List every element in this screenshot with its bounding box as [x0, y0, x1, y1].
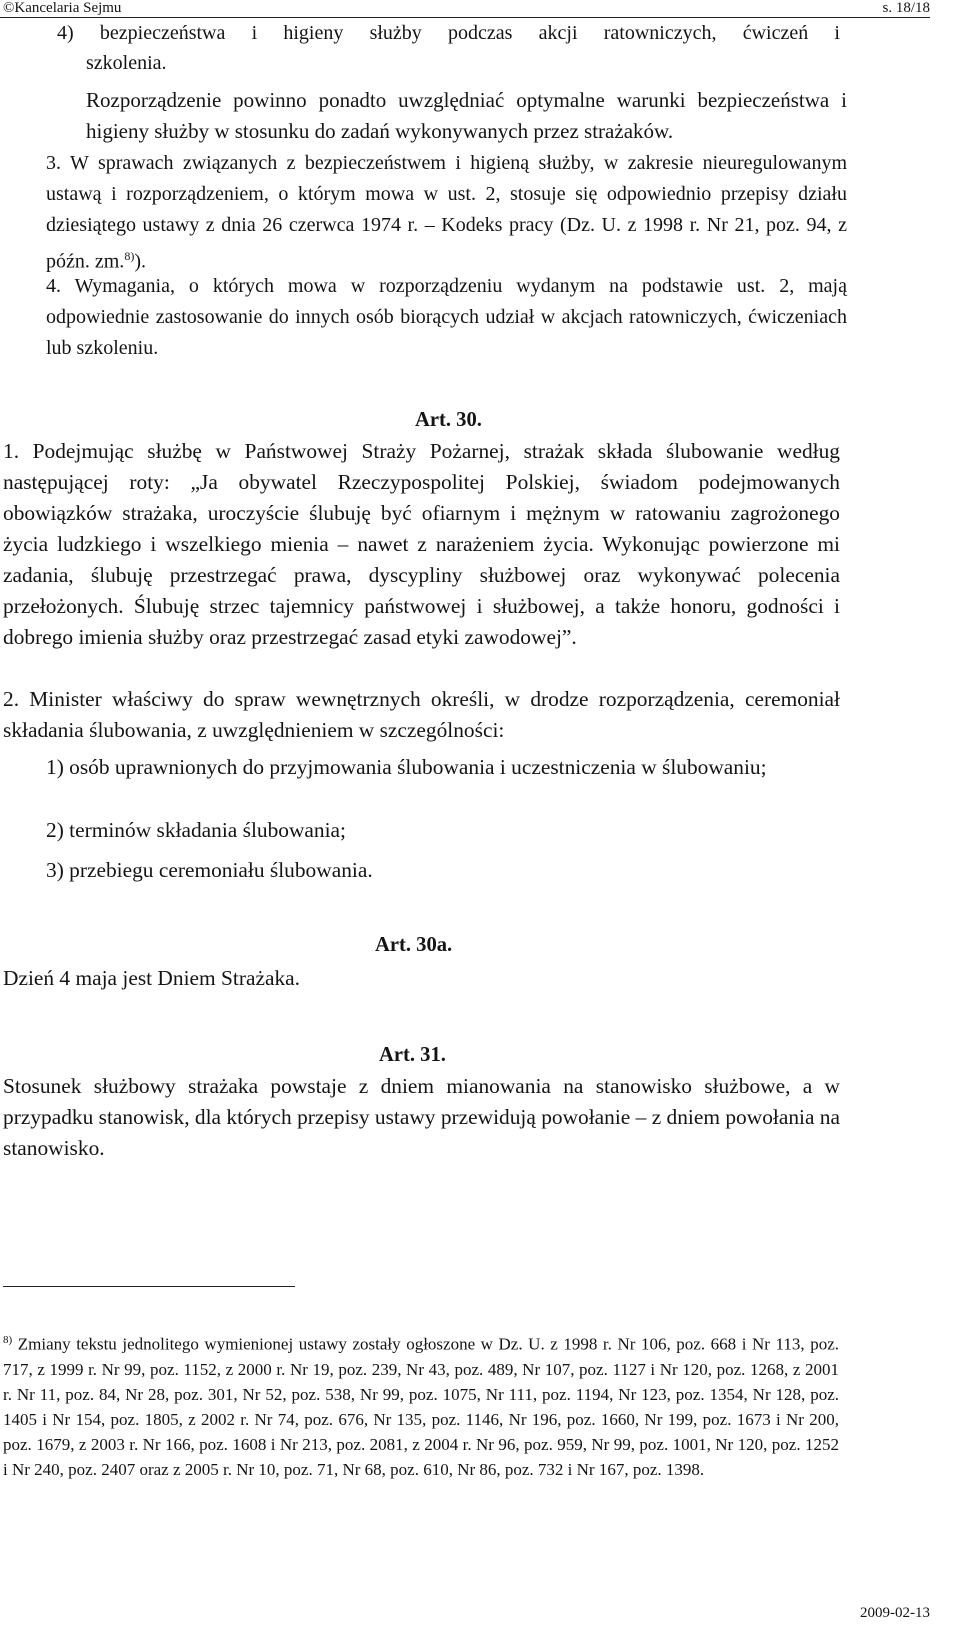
item4-line1: 4) bezpieczeństwa i higieny służby podczas akcji ratowniczych, ćwiczeń i: [57, 22, 840, 44]
paragraph-3-end: ).: [134, 250, 146, 273]
paragraph-4: 4. Wymagania, o których mowa w rozporządzeniu wydanym na podstawie ust. 2, mają odpowiednie zastosowanie do innych osób biorących udział w akcjach ratowniczych, ćwiczeniach lub szkoleniu.: [46, 275, 847, 359]
header-source: ©Kancelaria Sejmu: [3, 0, 122, 16]
art31-text: Stosunek służbowy strażaka powstaje z dniem mianowania na stanowisko służbowe, a w przypadku stanowisk, dla których przepisy ustawy przewidują powołanie – z dniem powołania na stanowisko.: [3, 1074, 840, 1160]
art30-list-item-1: [46, 752, 840, 783]
art31-heading: Art. 31.: [379, 1044, 446, 1066]
art30-paragraph-2: 2. Minister właściwy do spraw wewnętrznych określi, w drodze rozporządzenia, ceremoniał składania ślubowania, z uwzględnieniem w szczególności:: [3, 687, 840, 742]
page-number: s. 18/18: [882, 0, 930, 16]
paragraph-rozporzadzenie: Rozporządzenie powinno ponadto uwzględniać optymalne warunki bezpieczeństwa i higieny służby w stosunku do zadań wykonywanych przez strażaków.: [86, 88, 847, 143]
list-item: 1) osób uprawnionych do przyjmowania ślubowania i uczestniczenia w ślubowaniu;: [46, 755, 767, 779]
art30-paragraph-1: 1. Podejmując służbę w Państwowej Straży Pożarnej, strażak składa ślubowanie według następującej roty: „Ja obywatel Rzeczypospolitej Polskiej, świadom podejmowanych obowiązków strażaka, uroczyście ślubuję być ofiarnym i mężnym w ratowaniu zagrożonego życia ludzkiego i wszelkiego mienia – nawet z narażeniem życia. Wykonując powierzone mi zadania, ślubuję przestrzegać prawa, dyscypliny służbowej oraz wykonywać polecenia przełożonych. Ślubuję strzec tajemnicy państwowej i służbowej, a także honoru, godności i dobrego imienia służby oraz przestrzegać zasad etyki zawodowej”.: [3, 439, 840, 649]
footnote-text: Zmiany tekstu jednolitego wymienionej ustawy zostały ogłoszone w Dz. U. z 1998 r. Nr 106, poz. 668 i Nr 113, poz. 717, z 1999 r. Nr 99, poz. 1152, z 2000 r. Nr 19, poz. 239, Nr 43, poz. 489, Nr 107, poz. 1127 i Nr 120, poz. 1268, z 2001 r. Nr 11, poz. 84, Nr 28, poz. 301, Nr 52, poz. 538, Nr 99, poz. 1075, Nr 111, poz. 1194, Nr 123, poz. 1354, Nr 128, poz. 1405 i Nr 154, poz. 1805, z 2002 r. Nr 74, poz. 676, Nr 135, poz. 1146, Nr 196, poz. 1660, Nr 199, poz. 1673 i Nr 200, poz. 1679, z 2003 r. Nr 166, poz. 1608 i Nr 213, poz. 2081, z 2004 r. Nr 96, poz. 959, Nr 99, poz. 1001, Nr 120, poz. 1252 i Nr 240, poz. 2407 oraz z 2005 r. Nr 10, poz. 71, Nr 68, poz. 610, Nr 86, poz. 732 i Nr 167, poz. 1398.: [3, 1334, 839, 1479]
footnote-rule: [3, 1286, 295, 1287]
paragraph-3: [46, 148, 847, 278]
footnote: [3, 1328, 839, 1482]
footnote-ref: 8): [124, 249, 135, 263]
art30-heading: Art. 30.: [415, 409, 482, 431]
art30-list-item-2: 2) terminów składania ślubowania;: [46, 818, 346, 842]
paragraph-3-text: 3. W sprawach związanych z bezpieczeństwem i higieną służby, w zakresie nieuregulowanym ustawą i rozporządzeniem, o którym mowa w ust. 2, stosuje się odpowiednio przepisy działu dziesiątego ustawy z dnia 26 czerwca 1974 r. – Kodeks pracy (Dz. U. z 1998 r. Nr 21, poz. 94, z późn. zm.: [46, 152, 847, 273]
art30a-heading: Art. 30a.: [375, 934, 453, 956]
footnote-mark: 8): [3, 1334, 13, 1346]
art30-list-item-3: 3) przebiegu ceremoniału ślubowania.: [46, 858, 373, 882]
art30a-text: Dzień 4 maja jest Dniem Strażaka.: [3, 966, 300, 990]
document-date: 2009-02-13: [860, 1605, 930, 1621]
item4-line2: szkolenia.: [86, 52, 167, 74]
